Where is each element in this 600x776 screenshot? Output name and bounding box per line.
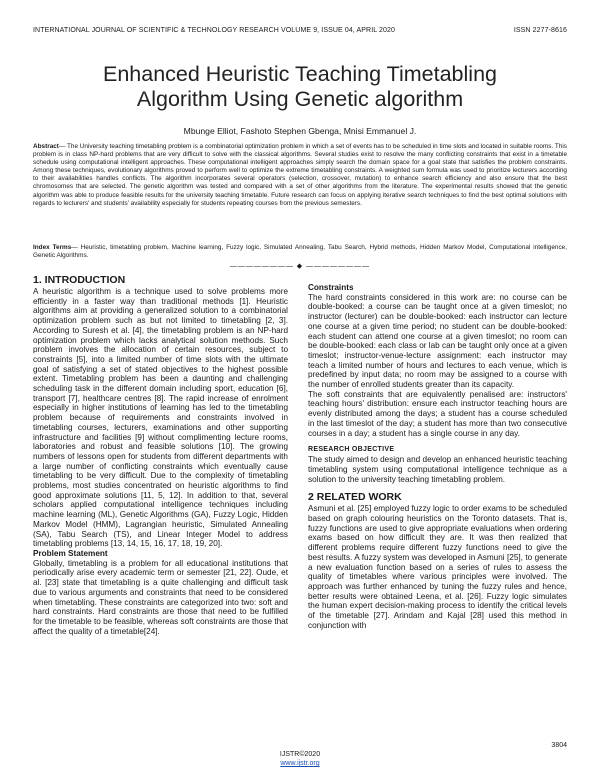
introduction-text: A heuristic algorithm is a technique used to solve problems more efficiently in a faster way than traditional methods [1]. Heuristic algorithms aim at providing a generalized solution to a combinatorial optimization problem such as but not limited to timetabling [2, 3]. According to Suresh et al. [4], the timetabling problem is an NP-hard optimization problem which lacks analytical solution methods. Such problem involves the allocation of certain resources, subject to constraints [5], into a limited number of time slots with the ultimate goal of satisfying a set of stated objectives to the highest possible extent. Timetabling problem has been a daunting and challenging scheduling task in the different domain including sport, education [6], transport [7], healthcare centres [8]. The rapid increase of enrolment especially in higher institutions of learning has led to the timetabling problem because of requirements and constraints involved in timetabling courses, lecturers, examinations and other supporting infrastructure and facilities [9] without complimenting lecture rooms, laboratories and robust and feasible solutions [10]. The growing numbers of lessons open for students from different departments with a large number of conflicting constraints which eventually cause timetabling to be very difficult. Due to the complexity of timetabling problems, most studies concentrated on heuristic algorithms to find good approximate solutions [11, 5, 12]. In addition to that, several scholars applied computational intelligence techniques including machine learning (ML), Genetic Algorithms (GA), Fuzzy Logic, Hidden Markov Model (HMM), Lagrangian heuristic, Simulated Annealing (SA), Tabu Search (TS), and Linear Integer Model to address timetabling problems [13, 14, 15, 16, 17, 18, 19, 20]. xyxy=(33,287,288,549)
authors: Mbunge Elliot, Fashoto Stephen Gbenga, Mnisi Emmanuel J. xyxy=(183,126,417,136)
abstract-text: — The University teaching timetabling problem is a combinatorial optimization problem in which a set of events has to be scheduled in time slots and located in suitable rooms. This problem is in class NP-hard problems that are very difficult to solve with the classical algorithms. Several studies exist to resolve the many conflicting constraints that exist in a timetable schedule using computational intelligent approaches. These computational intelligent approaches simply search the domain space for a goal state that satisfies the problem constraints. Among these techniques, evolutionary algorithms proved to perform well to optimize the extreme timetabling constraints. A weighted sum formula was used to prioritize lecturers according to their availabilities handles conflicts. The algorithm incorporates several operators (selection, crossover, mutation) to enhance search efficiency and also ensure that the best chromosomes that are selected. The genetic algorithm was tested and compared with a set of other algorithms from the literature. The experimental results showed that the genetic algorithm was able to produce feasible results for the university teaching timetable. Future research can focus on applying iterative search techniques to find the best optimal solutions with regards to lecturers' and students' availability especially for students repeating courses from the previous semesters. xyxy=(33,143,567,207)
index-terms-text: — Heuristic, timetabling problem, Machine learning, Fuzzy logic, Simulated Annealing, Tabu Search, Hybrid methods, Hidden Markov Model, Computational intelligence, Genetic Algorithms. xyxy=(33,244,567,260)
footer xyxy=(0,750,600,768)
journal-name: INTERNATIONAL JOURNAL OF SCIENTIFIC & TECHNOLOGY RESEARCH VOLUME 9, ISSUE 04, APRIL 2020 xyxy=(33,27,396,34)
journal-header xyxy=(33,27,567,34)
related-work-text: Asmuni et al. [25] employed fuzzy logic to order exams to be scheduled based on graph colouring heuristics on the Toronto datasets. That is, fuzzy functions are used to give appropriate evaluations when ordering exams based on how difficult they are. It was then realized that different problems require different fuzzy functions need to give the best results. A fuzzy system was developed in Asmuni [25], to generate a new evaluation function based on a series of rules to assess the quality of timetables where various principles were involved. The approach was further enhanced by tuning the fuzzy rules and hence, better results were obtained Leena, et al. [26]. Fuzzy logic simulates the human expert decision-making process to identify the critical levels of the timetable [27]. Arindam and Kajal [28] used this method in conjunction with xyxy=(308,504,567,630)
research-objective-text: The study aimed to design and develop an enhanced heuristic teaching timetabling system using computational intelligence technique as a solution to the university teaching timetabling problem. xyxy=(308,455,567,484)
abstract-label: Abstract xyxy=(33,143,59,150)
research-objective-heading: RESEARCH OBJECTIVE xyxy=(308,446,395,454)
page-number: 3804 xyxy=(551,742,567,749)
introduction-heading: 1. INTRODUCTION xyxy=(33,274,126,286)
footer-link[interactable]: www.ijstr.org xyxy=(280,760,320,767)
paper-title xyxy=(20,62,580,112)
constraints-text-soft: The soft constraints that are equivalently penalised are: instructors' teaching hours' distribution: ensure each instructor teaching hours are evenly distributed among the days; a student has a course scheduled in the last timeslot of the day; a student has more than two consecutive courses in a day; a student has a single course in any day. xyxy=(308,389,567,438)
left-column xyxy=(33,271,288,636)
title-line-1: Enhanced Heuristic Teaching Timetabling xyxy=(102,62,497,86)
section-divider: ———————— ◆ ———————— xyxy=(229,263,371,270)
abstract xyxy=(33,143,567,208)
issn: ISSN 2277-8616 xyxy=(513,27,567,34)
problem-statement-heading: Problem Statement xyxy=(33,548,108,558)
index-terms-label: Index Terms xyxy=(33,244,72,251)
title-line-2: Algorithm Using Genetic algorithm xyxy=(136,87,464,111)
index-terms xyxy=(33,244,567,260)
related-work-heading: 2 RELATED WORK xyxy=(308,491,402,504)
constraints-text-hard: The hard constraints considered in this work are: no course can be double-booked: a course can be taught once at a given timeslot; no instructor (lecturer) can be double-booked: each instructor can lecture one course at a given time period; no student can be double-booked: each student can attend one course at a given timeslot; no room can be double-booked: each class or lab can be taught only once at a given timeslot; instructor-venue-lecture assignment: each instructor may teach a limited number of hours and lectures to each venue, which is predefined by input data; no room may be assigned to a course with the number of enrolled students greater than its capacity. xyxy=(308,292,567,390)
constraints-heading: Constraints xyxy=(308,283,354,292)
footer-copyright: IJSTR©2020 xyxy=(279,751,321,758)
right-column xyxy=(308,283,567,631)
problem-statement-text: Globally, timetabling is a problem for all educational institutions that periodically arise every academic term or semester [21, 22]. Oude, et al. [23] state that timetabling is a quite challenging and difficult task due to various arguments and constraints that need to be considered when timetabling. These constraints are categorized into two: soft and hard constraints. Hard constraints are those that need to be fulfilled for the timetable to be feasible, whereas soft constraints are those that affect the quality of a timetable[24]. xyxy=(33,558,288,636)
